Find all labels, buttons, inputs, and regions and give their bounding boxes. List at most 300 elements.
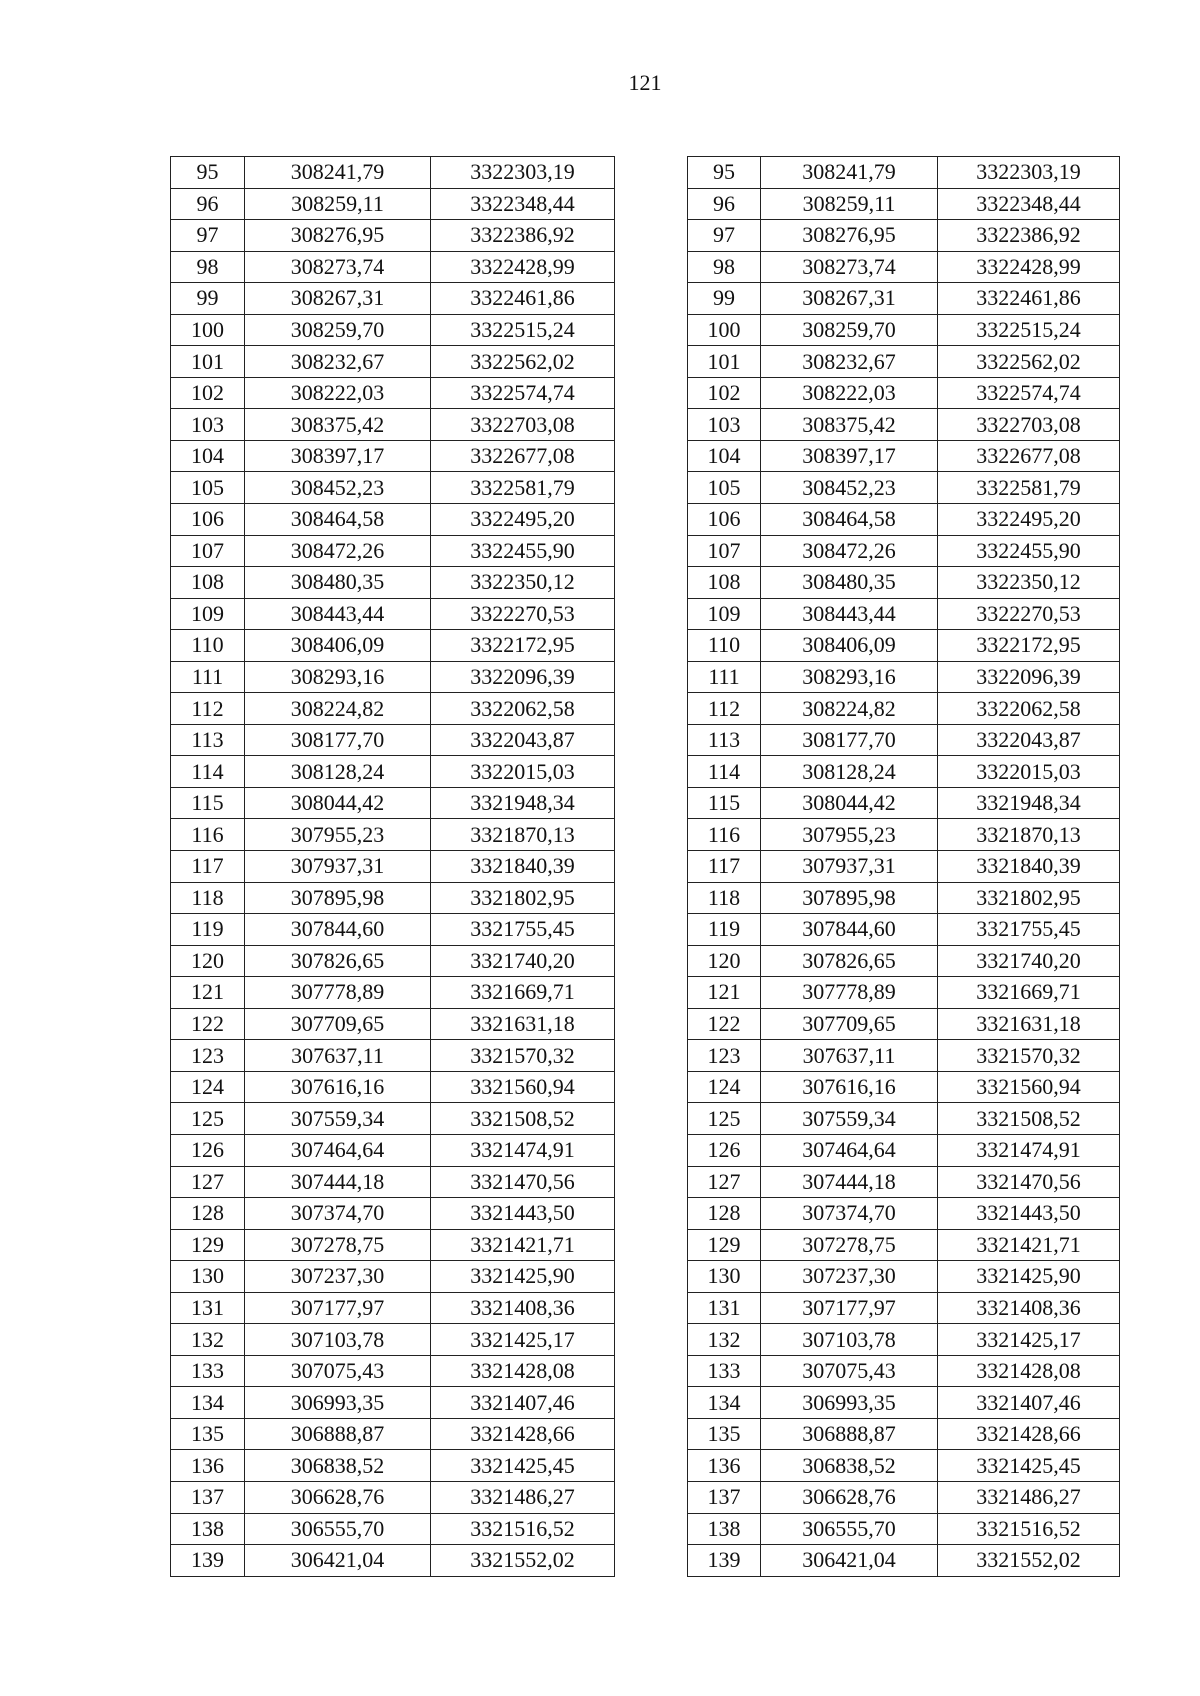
table-row — [688, 1040, 1120, 1072]
table-row — [688, 1324, 1120, 1356]
point-number-cell: 125 — [688, 1103, 761, 1135]
table-row — [171, 1481, 615, 1513]
y-coordinate-cell: 3322495,20 — [431, 504, 615, 536]
point-number-cell: 138 — [688, 1513, 761, 1545]
table-row — [171, 630, 615, 662]
table-row — [171, 977, 615, 1009]
point-number-cell: 98 — [688, 251, 761, 283]
table-row — [171, 409, 615, 441]
y-coordinate-cell: 3322677,08 — [938, 440, 1120, 472]
point-number-cell: 139 — [688, 1545, 761, 1577]
table-row — [171, 220, 615, 252]
table-row — [171, 157, 615, 189]
point-number-cell: 131 — [688, 1292, 761, 1324]
table-row — [171, 1513, 615, 1545]
coordinates-table-left — [170, 156, 615, 1577]
table-row — [171, 1071, 615, 1103]
table-row — [171, 1134, 615, 1166]
x-coordinate-cell: 308267,31 — [761, 283, 938, 315]
point-number-cell: 100 — [171, 314, 245, 346]
y-coordinate-cell: 3321631,18 — [938, 1008, 1120, 1040]
table-row — [688, 1166, 1120, 1198]
y-coordinate-cell: 3322350,12 — [938, 567, 1120, 599]
table-row — [171, 377, 615, 409]
x-coordinate-cell: 307844,60 — [245, 914, 431, 946]
point-number-cell: 113 — [171, 724, 245, 756]
coordinates-table-right — [687, 156, 1120, 1577]
y-coordinate-cell: 3322015,03 — [938, 756, 1120, 788]
point-number-cell: 110 — [171, 630, 245, 662]
point-number-cell: 123 — [688, 1040, 761, 1072]
table-row — [171, 346, 615, 378]
y-coordinate-cell: 3321870,13 — [431, 819, 615, 851]
table-row — [171, 598, 615, 630]
point-number-cell: 100 — [688, 314, 761, 346]
table-row — [688, 377, 1120, 409]
table-row — [688, 1292, 1120, 1324]
y-coordinate-cell: 3322455,90 — [938, 535, 1120, 567]
x-coordinate-cell: 306888,87 — [761, 1418, 938, 1450]
x-coordinate-cell: 308128,24 — [245, 756, 431, 788]
y-coordinate-cell: 3321407,46 — [431, 1387, 615, 1419]
x-coordinate-cell: 307826,65 — [761, 945, 938, 977]
x-coordinate-cell: 307844,60 — [761, 914, 938, 946]
x-coordinate-cell: 308452,23 — [761, 472, 938, 504]
y-coordinate-cell: 3321470,56 — [431, 1166, 615, 1198]
x-coordinate-cell: 308259,70 — [761, 314, 938, 346]
table-row — [171, 1261, 615, 1293]
x-coordinate-cell: 307278,75 — [761, 1229, 938, 1261]
table-row — [688, 882, 1120, 914]
y-coordinate-cell: 3322515,24 — [938, 314, 1120, 346]
y-coordinate-cell: 3322495,20 — [938, 504, 1120, 536]
point-number-cell: 103 — [688, 409, 761, 441]
table-row — [688, 1481, 1120, 1513]
table-row — [688, 693, 1120, 725]
x-coordinate-cell: 306993,35 — [761, 1387, 938, 1419]
point-number-cell: 97 — [688, 220, 761, 252]
point-number-cell: 113 — [688, 724, 761, 756]
table-row — [171, 787, 615, 819]
point-number-cell: 99 — [171, 283, 245, 315]
y-coordinate-cell: 3322574,74 — [938, 377, 1120, 409]
point-number-cell: 98 — [171, 251, 245, 283]
x-coordinate-cell: 307278,75 — [245, 1229, 431, 1261]
x-coordinate-cell: 308472,26 — [761, 535, 938, 567]
y-coordinate-cell: 3322574,74 — [431, 377, 615, 409]
point-number-cell: 122 — [688, 1008, 761, 1040]
point-number-cell: 122 — [171, 1008, 245, 1040]
x-coordinate-cell: 308397,17 — [245, 440, 431, 472]
point-number-cell: 118 — [688, 882, 761, 914]
table-row — [171, 1166, 615, 1198]
table-row — [688, 1513, 1120, 1545]
point-number-cell: 136 — [688, 1450, 761, 1482]
table-row — [171, 882, 615, 914]
table-row — [688, 1387, 1120, 1419]
point-number-cell: 121 — [171, 977, 245, 1009]
y-coordinate-cell: 3322015,03 — [431, 756, 615, 788]
y-coordinate-cell: 3322703,08 — [431, 409, 615, 441]
point-number-cell: 95 — [171, 157, 245, 189]
y-coordinate-cell: 3321516,52 — [431, 1513, 615, 1545]
table-row — [171, 1229, 615, 1261]
point-number-cell: 123 — [171, 1040, 245, 1072]
x-coordinate-cell: 307955,23 — [245, 819, 431, 851]
point-number-cell: 128 — [688, 1198, 761, 1230]
coordinates-table-left-body — [171, 157, 615, 1577]
x-coordinate-cell: 307895,98 — [761, 882, 938, 914]
table-row — [688, 787, 1120, 819]
x-coordinate-cell: 306555,70 — [761, 1513, 938, 1545]
x-coordinate-cell: 308259,70 — [245, 314, 431, 346]
x-coordinate-cell: 308406,09 — [761, 630, 938, 662]
point-number-cell: 109 — [171, 598, 245, 630]
point-number-cell: 126 — [688, 1134, 761, 1166]
table-row — [171, 1450, 615, 1482]
y-coordinate-cell: 3322455,90 — [431, 535, 615, 567]
y-coordinate-cell: 3321428,66 — [431, 1418, 615, 1450]
point-number-cell: 108 — [171, 567, 245, 599]
y-coordinate-cell: 3322043,87 — [938, 724, 1120, 756]
table-row — [171, 472, 615, 504]
x-coordinate-cell: 308273,74 — [245, 251, 431, 283]
table-row — [688, 346, 1120, 378]
point-number-cell: 138 — [171, 1513, 245, 1545]
point-number-cell: 112 — [171, 693, 245, 725]
y-coordinate-cell: 3321408,36 — [431, 1292, 615, 1324]
point-number-cell: 116 — [171, 819, 245, 851]
y-coordinate-cell: 3322270,53 — [431, 598, 615, 630]
table-row — [688, 567, 1120, 599]
point-number-cell: 115 — [688, 787, 761, 819]
coordinates-table-right-body — [688, 157, 1120, 1577]
y-coordinate-cell: 3321425,45 — [938, 1450, 1120, 1482]
y-coordinate-cell: 3321840,39 — [431, 851, 615, 883]
table-row — [171, 724, 615, 756]
y-coordinate-cell: 3322461,86 — [938, 283, 1120, 315]
table-row — [171, 819, 615, 851]
y-coordinate-cell: 3322348,44 — [938, 188, 1120, 220]
point-number-cell: 120 — [688, 945, 761, 977]
point-number-cell: 136 — [171, 1450, 245, 1482]
y-coordinate-cell: 3322703,08 — [938, 409, 1120, 441]
table-row — [171, 1008, 615, 1040]
x-coordinate-cell: 308276,95 — [245, 220, 431, 252]
point-number-cell: 106 — [171, 504, 245, 536]
point-number-cell: 96 — [171, 188, 245, 220]
y-coordinate-cell: 3321570,32 — [431, 1040, 615, 1072]
y-coordinate-cell: 3321948,34 — [938, 787, 1120, 819]
x-coordinate-cell: 307177,97 — [245, 1292, 431, 1324]
y-coordinate-cell: 3321425,90 — [938, 1261, 1120, 1293]
point-number-cell: 111 — [688, 661, 761, 693]
point-number-cell: 137 — [171, 1481, 245, 1513]
x-coordinate-cell: 308044,42 — [761, 787, 938, 819]
x-coordinate-cell: 307637,11 — [761, 1040, 938, 1072]
table-row — [171, 504, 615, 536]
x-coordinate-cell: 308472,26 — [245, 535, 431, 567]
y-coordinate-cell: 3321802,95 — [431, 882, 615, 914]
x-coordinate-cell: 307464,64 — [245, 1134, 431, 1166]
table-row — [688, 1261, 1120, 1293]
y-coordinate-cell: 3321428,08 — [431, 1355, 615, 1387]
point-number-cell: 139 — [171, 1545, 245, 1577]
y-coordinate-cell: 3321474,91 — [431, 1134, 615, 1166]
table-row — [688, 724, 1120, 756]
y-coordinate-cell: 3322172,95 — [938, 630, 1120, 662]
x-coordinate-cell: 308273,74 — [761, 251, 938, 283]
table-row — [171, 188, 615, 220]
table-row — [688, 630, 1120, 662]
point-number-cell: 120 — [171, 945, 245, 977]
x-coordinate-cell: 306838,52 — [245, 1450, 431, 1482]
x-coordinate-cell: 308241,79 — [245, 157, 431, 189]
point-number-cell: 133 — [688, 1355, 761, 1387]
y-coordinate-cell: 3321840,39 — [938, 851, 1120, 883]
x-coordinate-cell: 308232,67 — [245, 346, 431, 378]
y-coordinate-cell: 3321508,52 — [938, 1103, 1120, 1135]
y-coordinate-cell: 3321486,27 — [938, 1481, 1120, 1513]
table-row — [171, 535, 615, 567]
point-number-cell: 110 — [688, 630, 761, 662]
table-row — [688, 598, 1120, 630]
x-coordinate-cell: 307709,65 — [245, 1008, 431, 1040]
x-coordinate-cell: 307075,43 — [761, 1355, 938, 1387]
point-number-cell: 117 — [171, 851, 245, 883]
y-coordinate-cell: 3321755,45 — [938, 914, 1120, 946]
point-number-cell: 115 — [171, 787, 245, 819]
x-coordinate-cell: 306421,04 — [761, 1545, 938, 1577]
y-coordinate-cell: 3322303,19 — [938, 157, 1120, 189]
x-coordinate-cell: 308464,58 — [245, 504, 431, 536]
point-number-cell: 102 — [171, 377, 245, 409]
y-coordinate-cell: 3321508,52 — [431, 1103, 615, 1135]
point-number-cell: 112 — [688, 693, 761, 725]
point-number-cell: 116 — [688, 819, 761, 851]
x-coordinate-cell: 308443,44 — [245, 598, 431, 630]
table-row — [171, 756, 615, 788]
y-coordinate-cell: 3321570,32 — [938, 1040, 1120, 1072]
point-number-cell: 101 — [688, 346, 761, 378]
x-coordinate-cell: 307237,30 — [245, 1261, 431, 1293]
point-number-cell: 117 — [688, 851, 761, 883]
x-coordinate-cell: 307937,31 — [761, 851, 938, 883]
x-coordinate-cell: 307559,34 — [761, 1103, 938, 1135]
table-row — [688, 1418, 1120, 1450]
point-number-cell: 119 — [171, 914, 245, 946]
point-number-cell: 135 — [171, 1418, 245, 1450]
y-coordinate-cell: 3321802,95 — [938, 882, 1120, 914]
x-coordinate-cell: 308259,11 — [245, 188, 431, 220]
y-coordinate-cell: 3321486,27 — [431, 1481, 615, 1513]
table-row — [171, 567, 615, 599]
x-coordinate-cell: 307444,18 — [245, 1166, 431, 1198]
table-row — [688, 1008, 1120, 1040]
table-row — [171, 1040, 615, 1072]
table-row — [688, 188, 1120, 220]
x-coordinate-cell: 307778,89 — [245, 977, 431, 1009]
x-coordinate-cell: 307559,34 — [245, 1103, 431, 1135]
y-coordinate-cell: 3321516,52 — [938, 1513, 1120, 1545]
x-coordinate-cell: 307177,97 — [761, 1292, 938, 1324]
y-coordinate-cell: 3322096,39 — [938, 661, 1120, 693]
y-coordinate-cell: 3321669,71 — [938, 977, 1120, 1009]
y-coordinate-cell: 3321870,13 — [938, 819, 1120, 851]
point-number-cell: 131 — [171, 1292, 245, 1324]
point-number-cell: 99 — [688, 283, 761, 315]
table-row — [171, 693, 615, 725]
x-coordinate-cell: 307075,43 — [245, 1355, 431, 1387]
x-coordinate-cell: 308452,23 — [245, 472, 431, 504]
x-coordinate-cell: 308267,31 — [245, 283, 431, 315]
point-number-cell: 107 — [688, 535, 761, 567]
point-number-cell: 109 — [688, 598, 761, 630]
table-row — [688, 314, 1120, 346]
y-coordinate-cell: 3321755,45 — [431, 914, 615, 946]
point-number-cell: 96 — [688, 188, 761, 220]
y-coordinate-cell: 3321425,90 — [431, 1261, 615, 1293]
x-coordinate-cell: 308375,42 — [761, 409, 938, 441]
point-number-cell: 127 — [171, 1166, 245, 1198]
table-row — [171, 851, 615, 883]
point-number-cell: 108 — [688, 567, 761, 599]
y-coordinate-cell: 3322172,95 — [431, 630, 615, 662]
table-row — [688, 1134, 1120, 1166]
x-coordinate-cell: 308464,58 — [761, 504, 938, 536]
table-row — [688, 1450, 1120, 1482]
point-number-cell: 114 — [171, 756, 245, 788]
point-number-cell: 134 — [688, 1387, 761, 1419]
y-coordinate-cell: 3321425,17 — [431, 1324, 615, 1356]
table-row — [171, 1198, 615, 1230]
point-number-cell: 132 — [688, 1324, 761, 1356]
x-coordinate-cell: 308128,24 — [761, 756, 938, 788]
point-number-cell: 118 — [171, 882, 245, 914]
x-coordinate-cell: 307616,16 — [761, 1071, 938, 1103]
x-coordinate-cell: 307709,65 — [761, 1008, 938, 1040]
x-coordinate-cell: 307616,16 — [245, 1071, 431, 1103]
table-row — [688, 409, 1120, 441]
x-coordinate-cell: 306888,87 — [245, 1418, 431, 1450]
y-coordinate-cell: 3321443,50 — [938, 1198, 1120, 1230]
x-coordinate-cell: 308222,03 — [761, 377, 938, 409]
table-row — [688, 157, 1120, 189]
y-coordinate-cell: 3322581,79 — [938, 472, 1120, 504]
y-coordinate-cell: 3321425,17 — [938, 1324, 1120, 1356]
y-coordinate-cell: 3321560,94 — [938, 1071, 1120, 1103]
table-row — [688, 472, 1120, 504]
y-coordinate-cell: 3322428,99 — [431, 251, 615, 283]
point-number-cell: 132 — [171, 1324, 245, 1356]
x-coordinate-cell: 308259,11 — [761, 188, 938, 220]
x-coordinate-cell: 308232,67 — [761, 346, 938, 378]
y-coordinate-cell: 3322677,08 — [431, 440, 615, 472]
point-number-cell: 119 — [688, 914, 761, 946]
point-number-cell: 137 — [688, 1481, 761, 1513]
y-coordinate-cell: 3321425,45 — [431, 1450, 615, 1482]
y-coordinate-cell: 3322348,44 — [431, 188, 615, 220]
point-number-cell: 121 — [688, 977, 761, 1009]
y-coordinate-cell: 3321474,91 — [938, 1134, 1120, 1166]
point-number-cell: 126 — [171, 1134, 245, 1166]
point-number-cell: 105 — [688, 472, 761, 504]
x-coordinate-cell: 308443,44 — [761, 598, 938, 630]
x-coordinate-cell: 307637,11 — [245, 1040, 431, 1072]
y-coordinate-cell: 3322581,79 — [431, 472, 615, 504]
x-coordinate-cell: 308480,35 — [245, 567, 431, 599]
y-coordinate-cell: 3321428,66 — [938, 1418, 1120, 1450]
point-number-cell: 129 — [171, 1229, 245, 1261]
point-number-cell: 127 — [688, 1166, 761, 1198]
y-coordinate-cell: 3321421,71 — [938, 1229, 1120, 1261]
y-coordinate-cell: 3321948,34 — [431, 787, 615, 819]
table-row — [171, 251, 615, 283]
x-coordinate-cell: 306555,70 — [245, 1513, 431, 1545]
y-coordinate-cell: 3321552,02 — [938, 1545, 1120, 1577]
table-row — [688, 914, 1120, 946]
point-number-cell: 130 — [171, 1261, 245, 1293]
table-row — [688, 1198, 1120, 1230]
y-coordinate-cell: 3322562,02 — [431, 346, 615, 378]
x-coordinate-cell: 307103,78 — [761, 1324, 938, 1356]
table-row — [171, 283, 615, 315]
table-row — [688, 283, 1120, 315]
y-coordinate-cell: 3322515,24 — [431, 314, 615, 346]
y-coordinate-cell: 3322043,87 — [431, 724, 615, 756]
x-coordinate-cell: 308177,70 — [761, 724, 938, 756]
table-row — [688, 220, 1120, 252]
x-coordinate-cell: 308224,82 — [761, 693, 938, 725]
point-number-cell: 107 — [171, 535, 245, 567]
table-row — [688, 1229, 1120, 1261]
table-row — [688, 504, 1120, 536]
y-coordinate-cell: 3322562,02 — [938, 346, 1120, 378]
point-number-cell: 97 — [171, 220, 245, 252]
table-row — [171, 1324, 615, 1356]
x-coordinate-cell: 307103,78 — [245, 1324, 431, 1356]
x-coordinate-cell: 307444,18 — [761, 1166, 938, 1198]
point-number-cell: 95 — [688, 157, 761, 189]
table-row — [171, 1418, 615, 1450]
x-coordinate-cell: 308406,09 — [245, 630, 431, 662]
y-coordinate-cell: 3322062,58 — [938, 693, 1120, 725]
table-row — [171, 1545, 615, 1577]
table-row — [688, 1071, 1120, 1103]
point-number-cell: 105 — [171, 472, 245, 504]
y-coordinate-cell: 3322350,12 — [431, 567, 615, 599]
point-number-cell: 102 — [688, 377, 761, 409]
point-number-cell: 111 — [171, 661, 245, 693]
table-row — [171, 1103, 615, 1135]
table-row — [171, 661, 615, 693]
point-number-cell: 135 — [688, 1418, 761, 1450]
x-coordinate-cell: 306838,52 — [761, 1450, 938, 1482]
x-coordinate-cell: 307778,89 — [761, 977, 938, 1009]
point-number-cell: 104 — [688, 440, 761, 472]
x-coordinate-cell: 306993,35 — [245, 1387, 431, 1419]
x-coordinate-cell: 307895,98 — [245, 882, 431, 914]
x-coordinate-cell: 308224,82 — [245, 693, 431, 725]
point-number-cell: 124 — [171, 1071, 245, 1103]
x-coordinate-cell: 308276,95 — [761, 220, 938, 252]
y-coordinate-cell: 3321560,94 — [431, 1071, 615, 1103]
y-coordinate-cell: 3321407,46 — [938, 1387, 1120, 1419]
table-row — [688, 251, 1120, 283]
table-row — [688, 945, 1120, 977]
y-coordinate-cell: 3322461,86 — [431, 283, 615, 315]
table-row — [688, 1355, 1120, 1387]
